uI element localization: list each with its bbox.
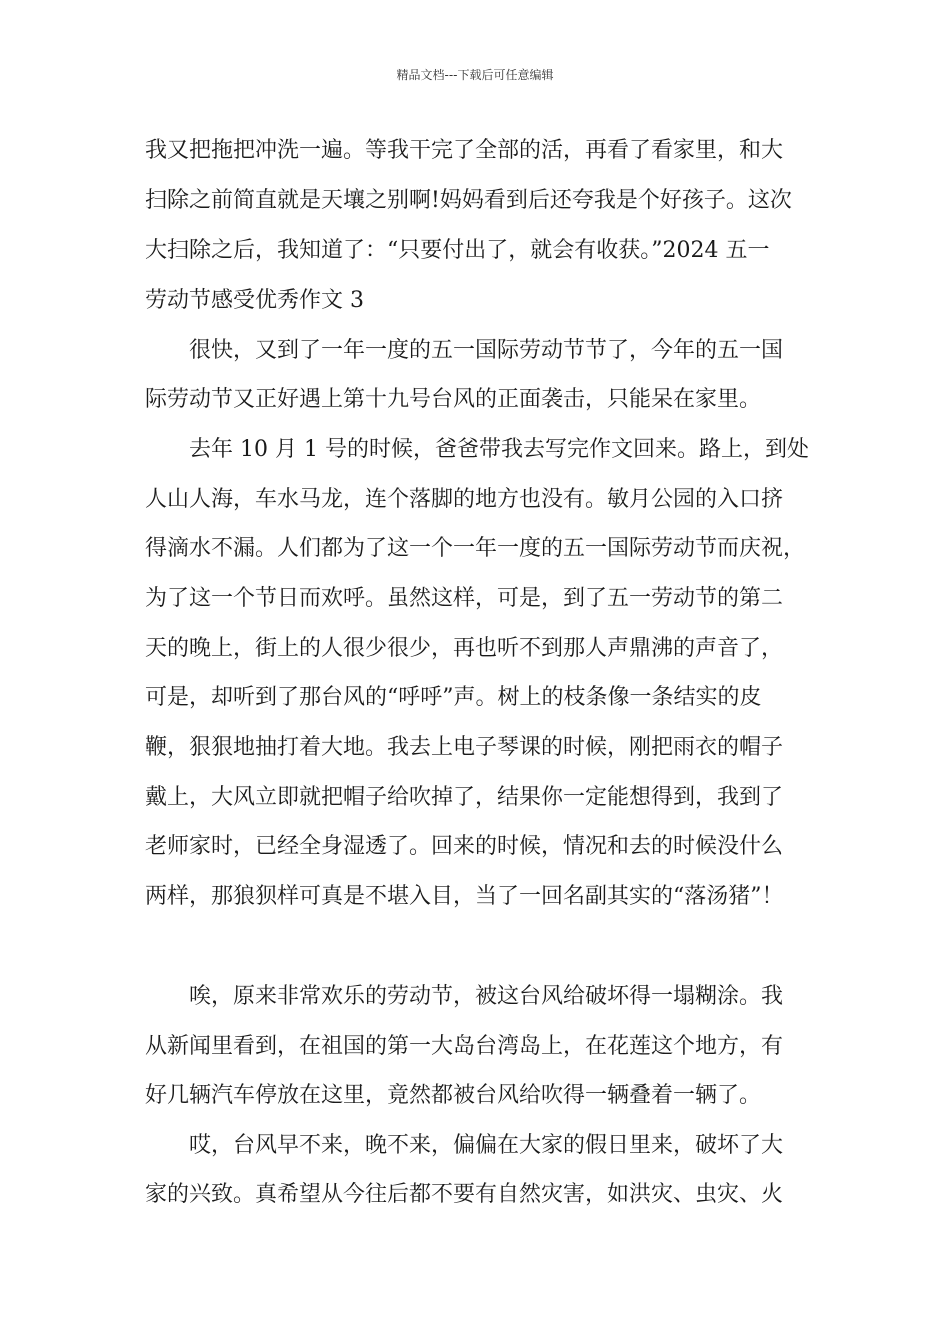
text-line: 人山人海，车水马龙，连个落脚的地方也没有。敏月公园的入口挤 — [145, 487, 784, 512]
text-line: 大扫除之后，我知道了：“只要付出了，就会有收获。”2024 五一 — [145, 238, 770, 263]
text-line: 从新闻里看到，在祖国的第一大岛台湾岛上，在花莲这个地方，有 — [145, 1034, 784, 1059]
text-line: 际劳动节又正好遇上第十九号台风的正面袭击，只能呆在家里。 — [145, 387, 762, 412]
text-line: 唉，原来非常欢乐的劳动节，被这台风给破坏得一塌糊涂。我 — [145, 984, 784, 1009]
text-line: 劳动节感受优秀作文 3 — [145, 288, 364, 313]
text-line: 戴上，大风立即就把帽子给吹掉了，结果你一定能想得到，我到了 — [145, 785, 784, 810]
text-line: 可是，却听到了那台风的“呼呼”声。树上的枝条像一条结实的皮 — [145, 685, 762, 710]
text-line: 去年 10 月 1 号的时候，爸爸带我去写完作文回来。路上，到处 — [145, 437, 809, 462]
text-line: 两样，那狼狈样可真是不堪入目，当了一回名副其实的“落汤猪”！ — [145, 884, 784, 909]
text-line: 家的兴致。真希望从今往后都不要有自然灾害，如洪灾、虫灾、火 — [145, 1182, 784, 1207]
text-line: 很快，又到了一年一度的五一国际劳动节节了，今年的五一国 — [145, 338, 784, 363]
text-line: 哎，台风早不来，晚不来，偏偏在大家的假日里来，破坏了大 — [145, 1133, 784, 1158]
text-line: 为了这一个节日而欢呼。虽然这样，可是，到了五一劳动节的第二 — [145, 586, 784, 611]
text-line: 得滴水不漏。人们都为了这一个一年一度的五一国际劳动节而庆祝， — [145, 536, 806, 561]
text-line: 扫除之前简直就是天壤之别啊!妈妈看到后还夸我是个好孩子。这次 — [145, 188, 792, 213]
text-line: 天的晚上，街上的人很少很少，再也听不到那人声鼎沸的声音了， — [145, 636, 784, 661]
text-line: 老师家时，已经全身湿透了。回来的时候，情况和去的时候没什么 — [145, 834, 784, 859]
text-line: 鞭，狠狠地抽打着大地。我去上电子琴课的时候，刚把雨衣的帽子 — [145, 735, 784, 760]
text-line: 好几辆汽车停放在这里，竟然都被台风给吹得一辆叠着一辆了。 — [145, 1083, 762, 1108]
page-header: 精品文档---下载后可任意编辑 — [396, 68, 554, 82]
text-line: 我又把拖把冲洗一遍。等我干完了全部的活，再看了看家里，和大 — [145, 138, 784, 163]
